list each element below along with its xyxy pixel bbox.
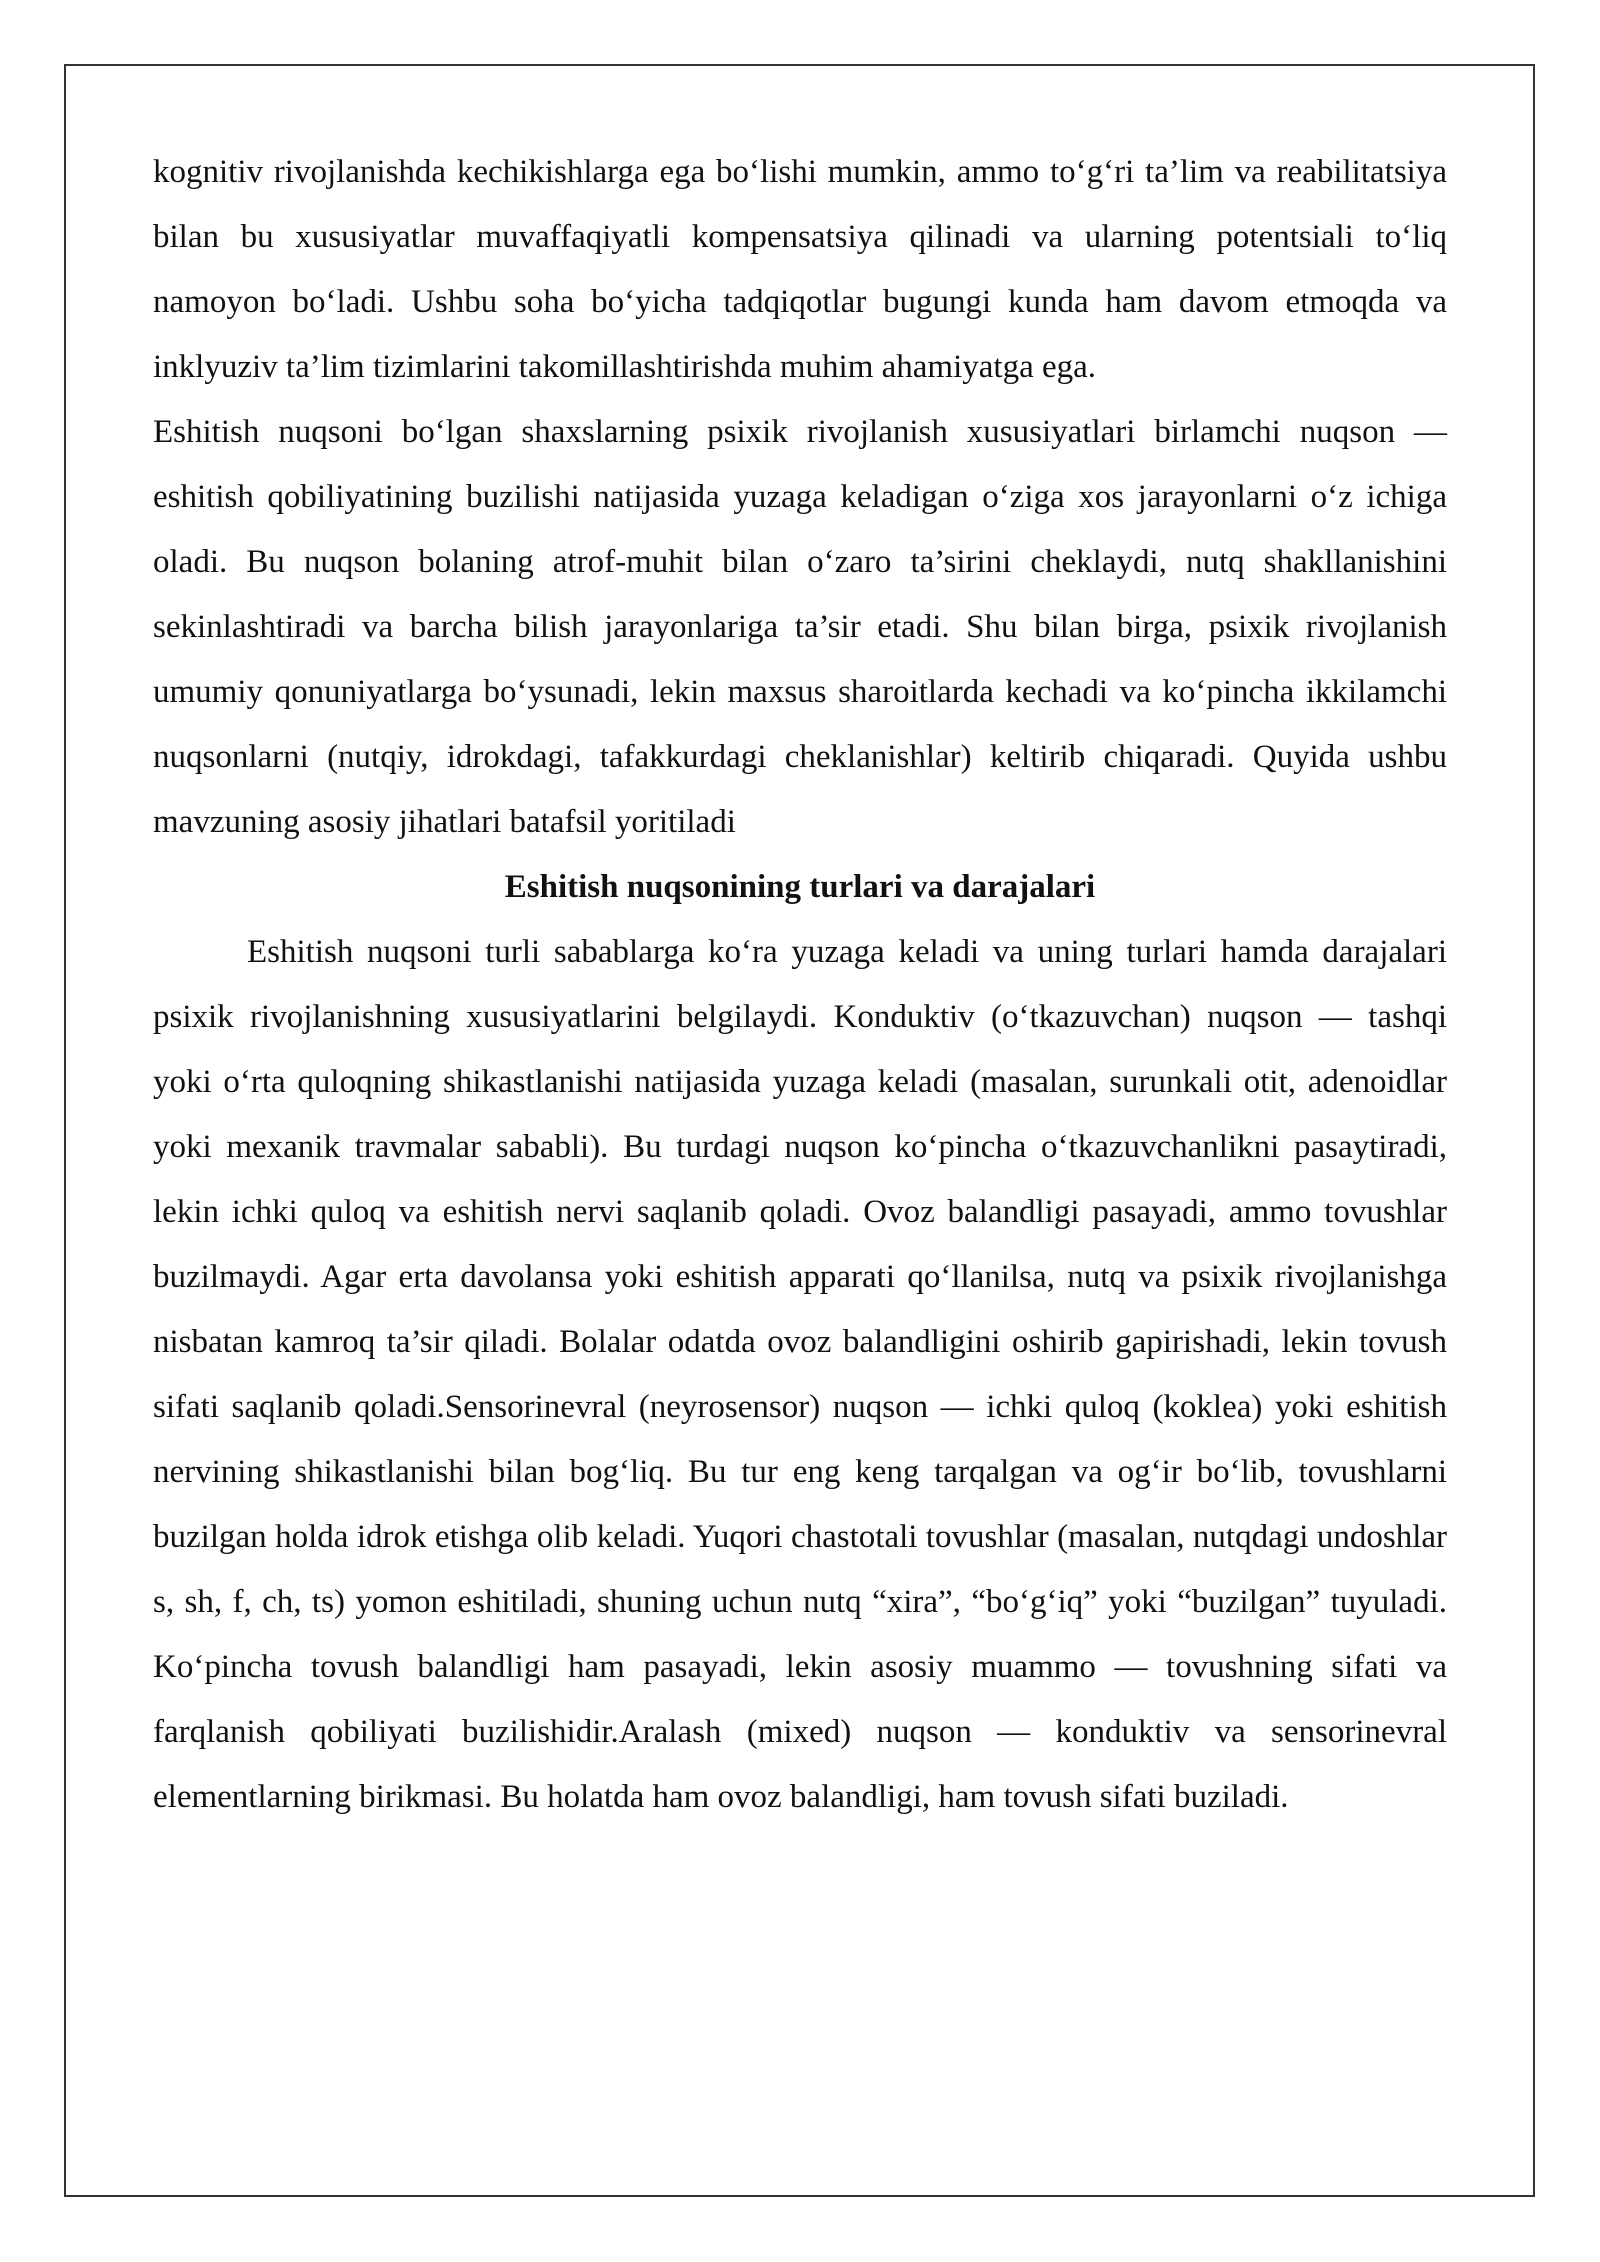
section-heading: Eshitish nuqsonining turlari va darajalari: [504, 869, 1096, 905]
paragraph-hearing-loss-types: Eshitish nuqsoni turli sabablarga ko‘ra yuzaga keladi va uning turlari hamda darajalari psixik rivojlanishning xususiyatlarini belgilaydi. Konduktiv (o‘tkazuvchan) nuqson — tashqi yoki o‘rta quloqning shikastlanishi natijasida yuzaga keladi (masalan, surunkali otit, adenoidlar yoki mexanik travmalar sababli). Bu turdagi nuqson ko‘pincha o‘tkazuvchanlikni pasaytiradi, lekin ichki quloq va eshitish nervi saqlanib qoladi. Ovoz balandligi pasayadi, ammo tovushlar buzilmaydi. Agar erta davolansa yoki eshitish apparati qo‘llanilsa, nutq va psixik rivojlanishga nisbatan kamroq ta’sir qiladi. Bolalar odatda ovoz balandligini oshirib gapirishadi, lekin tovush sifati saqlanib qoladi.Sensorinevral (neyrosensor) nuqson — ichki quloq (koklea) yoki eshitish nervining shikastlanishi bilan bog‘liq. Bu tur eng keng tarqalgan va og‘ir bo‘lib, tovushlarni buzilgan holda idrok etishga olib keladi. Yuqori chastotali tovushlar (masalan, nutqdagi undoshlar s, sh, f, ch, ts) yomon eshitiladi, shuning uchun nutq “xira”, “bo‘g‘iq” yoki “buzilgan” tuyuladi. Ko‘pincha tovush balandligi ham pasayadi, lekin asosiy muammo — tovushning sifati va farqlanish qobiliyati buzilishidir.Aralash (mixed) nuqson — konduktiv va sensorinevral elementlarning birikmasi. Bu holatda ham ovoz balandligi, ham tovush sifati buziladi.: [153, 934, 1447, 1815]
document-body: [153, 140, 1447, 1830]
paragraph-intro: Eshitish nuqsoni bo‘lgan shaxslarning psixik rivojlanish xususiyatlari birlamchi nuqson — eshitish qobiliyatining buzilishi natijasida yuzaga keladigan o‘ziga xos jarayonlarni o‘z ichiga oladi. Bu nuqson bolaning atrof-muhit bilan o‘zaro ta’sirini cheklaydi, nutq shakllanishini sekinlashtiradi va barcha bilish jarayonlariga ta’sir etadi. Shu bilan birga, psixik rivojlanish umumiy qonuniyatlarga bo‘ysunadi, lekin maxsus sharoitlarda kechadi va ko‘pincha ikkilamchi nuqsonlarni (nutqiy, idrokdagi, tafakkurdagi cheklanishlar) keltirib chiqaradi. Quyida ushbu mavzuning asosiy jihatlari batafsil yoritiladi: [153, 414, 1447, 840]
paragraph-continuation: kognitiv rivojlanishda kechikishlarga ega bo‘lishi mumkin, ammo to‘g‘ri ta’lim va reabilitatsiya bilan bu xususiyatlar muvaffaqiyatli kompensatsiya qilinadi va ularning potentsiali to‘liq namoyon bo‘ladi. Ushbu soha bo‘yicha tadqiqotlar bugungi kunda ham davom etmoqda va inklyuziv ta’lim tizimlarini takomillashtirishda muhim ahamiyatga ega.: [153, 154, 1447, 385]
